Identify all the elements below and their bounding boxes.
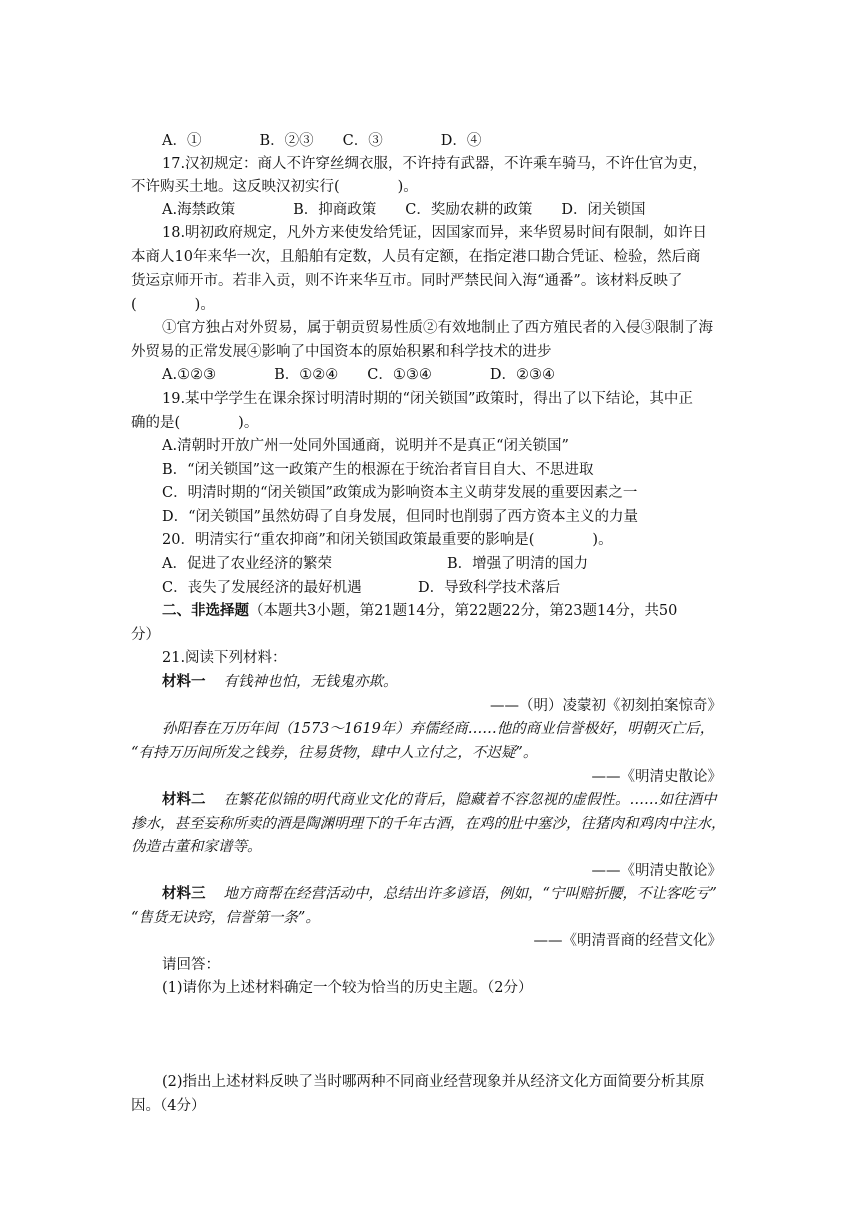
material1-label: 材料一 [162,673,206,690]
material2-label: 材料二 [162,791,206,808]
q19-option-d: D．“闭关锁国”虽然妨碍了自身发展，但同时也削弱了西方资本主义的力量 [162,509,638,525]
q20-option-a: A．促进了农业经济的繁荣 [162,556,332,572]
q17-options: A.海禁政策 B．抑商政策 C．奖励农耕的政策 D．闭关锁国 [162,202,646,218]
q19-stem-line1: 19.某中学学生在课余探讨明清时期的“闭关锁国”政策时，得出了以下结论，其中正 [162,391,693,407]
section2-heading-line1 [162,601,677,621]
q19-stem-line2: 确的是( )。 [131,415,259,431]
q20-stem: 20．明清实行“重农抑商”和闭关锁国政策最重要的影响是( )。 [162,532,613,548]
material1-text: 有钱神也怕，无钱鬼亦欺。 [223,674,398,690]
section2-heading: 二、非选择题 [162,602,249,619]
q18-stem-line3: 货运京师开市。若非入贡，则不许来华互市。同时严禁民间入海“通番”。该材料反映了 [131,273,683,289]
material1-line [162,672,398,692]
material3-line2: “售货无诀窍，信誉第一条”。 [131,910,320,926]
q17-stem-line2: 不许购买土地。这反映汉初实行( )。 [131,179,418,195]
material1b-source: ——《明清史散论》 [591,769,722,785]
material2-line3: 伪造古董和家谱等。 [131,839,262,855]
section2-note: （本题共3小题，第21题14分，第22题22分，第23题14分，共50 [249,603,678,619]
material1b-line1: 孙阳春在万历年间（1573～1619年）弃儒经商……他的商业信誉极好，明朝灭亡后， [162,721,715,737]
q16-options: A．① B．②③ C．③ D．④ [162,133,482,149]
q18-stem-line1: 18.明初政府规定，凡外方来使发给凭证，因国家而异，来华贸易时间有限制，如许日 [162,225,708,241]
q20-option-c: C．丧失了发展经济的最好机遇 [162,580,362,596]
material3-source: ——《明清晋商的经营文化》 [533,933,722,949]
q17-stem-line1: 17.汉初规定：商人不许穿丝绸衣服，不许持有武器，不许乘车骑马，不许仕官为吏， [162,156,708,172]
q18-statements-line1: ①官方独占对外贸易，属于朝贡贸易性质②有效地制止了西方殖民者的入侵③限制了海 [162,320,713,336]
q21-sub2-line1: (2)指出上述材料反映了当时哪两种不同商业经营现象并从经济文化方面简要分析其原 [162,1074,705,1090]
q21-sub1: (1)请你为上述材料确定一个较为恰当的历史主题。（2分） [162,980,533,996]
q20-option-d: D．导致科学技术落后 [418,580,561,596]
material2-line1 [162,790,717,810]
q18-statements-line2: 外贸易的正常发展④影响了中国资本的原始积累和科学技术的进步 [131,344,552,360]
section2-heading-line2: 分） [131,627,160,643]
material2-source: ——《明清史散论》 [591,863,722,879]
material3-text: 地方商帮在经营活动中，总结出许多谚语，例如，“宁叫赔折腰，不让客吃亏” [223,886,717,902]
q21-sub2-line2: 因。（4分） [131,1098,206,1114]
q18-stem-line2: 本商人10年来华一次，且船舶有定数，人员有定额，在指定港口勘合凭证、检验，然后商 [131,249,701,265]
material3-label: 材料三 [162,885,206,902]
q19-option-a: A.清朝时开放广州一处同外国通商，说明并不是真正“闭关锁国” [162,438,569,454]
material1-source: ——（明）凌蒙初《初刻拍案惊奇》 [490,698,722,714]
material3-line1 [162,884,717,904]
q19-option-b: B．“闭关锁国”这一政策产生的根源在于统治者盲目自大、不思进取 [162,462,594,478]
q20-option-b: B．增强了明清的国力 [447,556,589,572]
material2-line2: 掺水，甚至妄称所卖的酒是陶渊明理下的千年古酒，在鸡的肚中塞沙，往猪肉和鸡肉中注水， [131,816,726,832]
q18-options: A.①②③ B．①②④ C．①③④ D．②③④ [162,367,555,383]
q19-option-c: C．明清时期的“闭关锁国”政策成为影响资本主义萌芽发展的重要因素之一 [162,485,638,501]
q21-ask: 请回答： [162,957,220,973]
material1b-line2: “有持万历间所发之钱券，往易货物，肆中人立付之，不迟疑”。 [131,745,538,761]
material2-text: 在繁花似锦的明代商业文化的背后，隐藏着不容忽视的虚假性。……如往酒中 [223,792,717,808]
q21-intro: 21.阅读下列材料： [162,650,287,666]
q18-stem-line4: ( )。 [131,297,215,313]
